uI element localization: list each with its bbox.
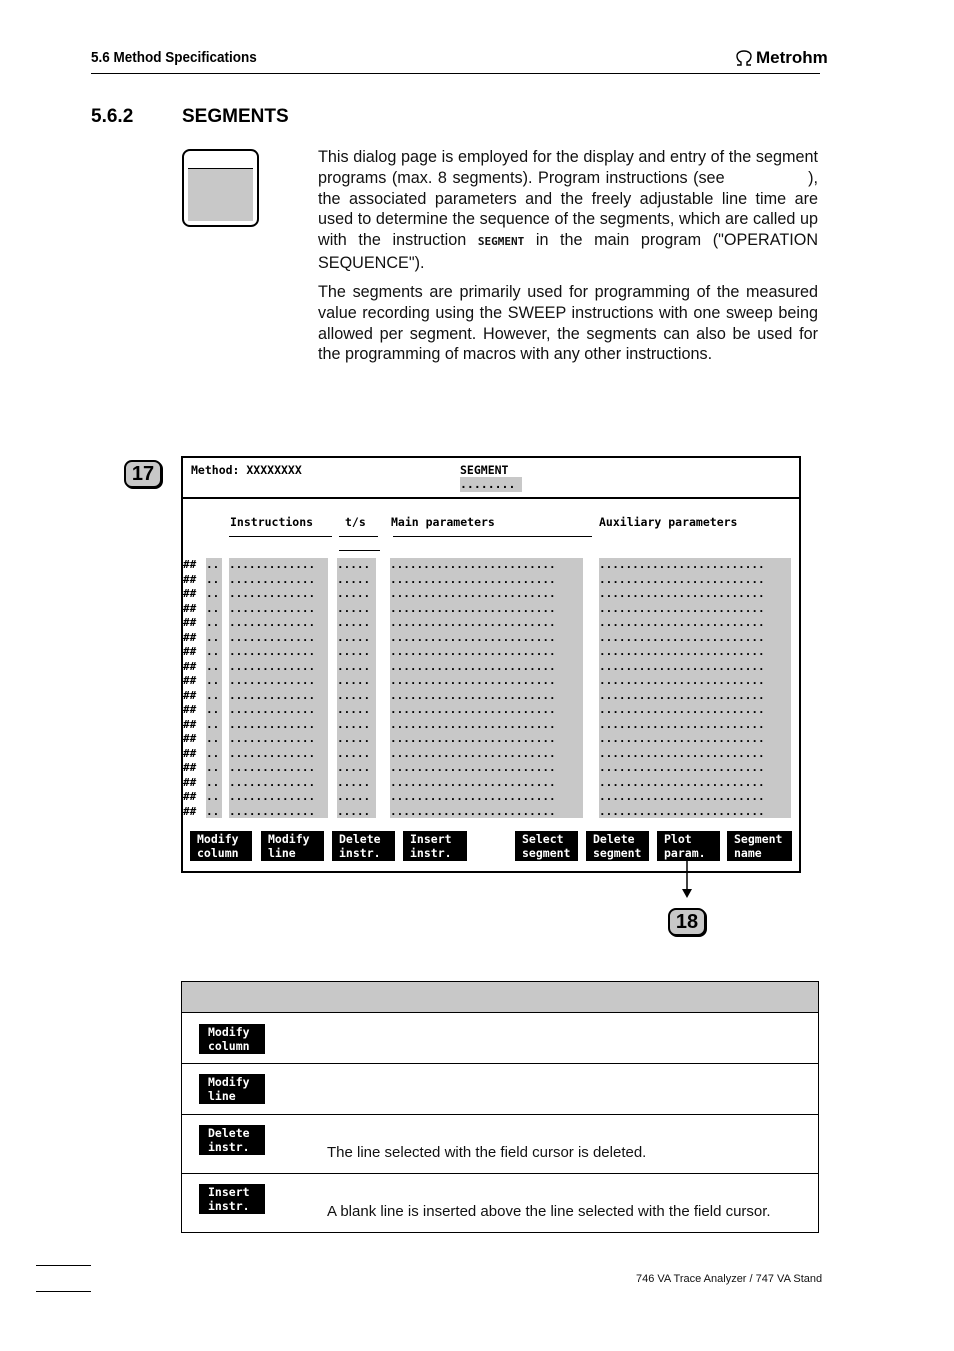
instruction-cell[interactable]: .............: [229, 688, 316, 702]
ts-cell[interactable]: .....: [337, 572, 371, 586]
auxiliary-parameter-cell[interactable]: .........................: [599, 558, 765, 571]
instruction-cell[interactable]: .............: [229, 746, 316, 760]
instruction-cell[interactable]: .............: [229, 790, 316, 803]
row-number: ##: [183, 717, 197, 731]
main-parameter-cell[interactable]: .........................: [390, 558, 556, 571]
softkey-insert-instr[interactable]: Insert instr.: [403, 831, 467, 861]
row-index-cell[interactable]: ..: [206, 572, 220, 586]
softkey-table-header: [182, 982, 818, 1013]
main-parameter-cell[interactable]: .........................: [390, 587, 556, 600]
instruction-cell[interactable]: .............: [229, 674, 316, 687]
row-number: ##: [183, 732, 197, 745]
main-parameter-cell[interactable]: .........................: [390, 630, 556, 644]
softkey-modify-line[interactable]: Modify line: [261, 831, 324, 861]
instruction-cell[interactable]: .............: [229, 761, 316, 774]
softkey-table: [181, 981, 819, 1233]
instruction-cell[interactable]: .............: [229, 645, 316, 658]
main-parameter-cell[interactable]: .........................: [390, 717, 556, 731]
ts-cell[interactable]: .....: [337, 804, 371, 818]
softkey-modify-column[interactable]: Modify column: [190, 831, 252, 861]
dialog-page-icon: [182, 149, 259, 227]
row-index-cell[interactable]: ..: [206, 674, 220, 687]
main-parameter-cell[interactable]: .........................: [390, 645, 556, 658]
instruction-cell[interactable]: .............: [229, 804, 316, 818]
ts-cell[interactable]: .....: [337, 746, 371, 760]
intro-paragraph: This dialog page is employed for the display and entry of the segment programs (max. 8 segments). Program instructions (see ), the associated parameters and the freely adjustable line time are used to determine the sequence of the segments, which are called up with the instruction SEGMENT in the main program ("OPERATION SEQUENCE").: [318, 148, 819, 272]
main-parameter-cell[interactable]: .........................: [390, 572, 556, 586]
softkey-select-segment[interactable]: Select segment: [515, 831, 578, 861]
row-index-cell[interactable]: ..: [206, 746, 220, 760]
ts-cell[interactable]: .....: [337, 790, 371, 803]
auxiliary-parameters-column[interactable]: [599, 558, 791, 818]
auxiliary-parameter-cell[interactable]: .........................: [599, 775, 765, 789]
usage-paragraph: The segments are primarily used for programming of the measured value recording using the SWEEP instructions with one sweep being allowed per segment. However, the segments can also be used for the programming of macros with any other instructions.: [318, 283, 818, 364]
table-key-modify-line: Modify line: [199, 1074, 265, 1104]
row-index-cell[interactable]: ..: [206, 616, 220, 629]
figure-badge-17: 17: [124, 460, 162, 488]
ts-cell[interactable]: .....: [337, 630, 371, 644]
ts-cell[interactable]: .....: [337, 659, 371, 673]
col-header-ts: t/s: [345, 515, 366, 529]
brand-name: Metrohm: [756, 48, 828, 67]
auxiliary-parameter-cell[interactable]: .........................: [599, 746, 765, 760]
instruction-cell[interactable]: .............: [229, 732, 316, 745]
row-number: ##: [183, 616, 197, 629]
main-parameter-cell[interactable]: .........................: [390, 790, 556, 803]
main-parameter-cell[interactable]: .........................: [390, 616, 556, 629]
brand-logo: [735, 48, 828, 68]
auxiliary-parameter-cell[interactable]: .........................: [599, 804, 765, 818]
auxiliary-parameter-cell[interactable]: .........................: [599, 688, 765, 702]
row-number: ##: [183, 703, 197, 716]
row-number: ##: [183, 558, 197, 571]
auxiliary-parameter-cell[interactable]: .........................: [599, 630, 765, 644]
main-parameter-cell[interactable]: .........................: [390, 804, 556, 818]
ts-cell[interactable]: .....: [337, 717, 371, 731]
row-number-column: [183, 558, 205, 818]
table-desc-insert-instr: A blank line is inserted above the line selected with the field cursor.: [327, 1203, 771, 1220]
instruction-cell[interactable]: .............: [229, 587, 316, 600]
table-key-insert-instr: Insert instr.: [199, 1184, 265, 1214]
main-parameter-cell[interactable]: .........................: [390, 688, 556, 702]
main-parameter-cell[interactable]: .........................: [390, 775, 556, 789]
table-key-delete-instr: Delete instr.: [199, 1125, 265, 1155]
instruction-cell[interactable]: .............: [229, 659, 316, 673]
row-index-column[interactable]: [206, 558, 222, 818]
auxiliary-parameter-cell[interactable]: .........................: [599, 703, 765, 716]
ts-column[interactable]: [337, 558, 376, 818]
running-header-section: 5.6 Method Specifications: [91, 49, 257, 66]
row-number: ##: [183, 761, 197, 774]
row-number: ##: [183, 659, 197, 673]
instruction-cell[interactable]: .............: [229, 558, 316, 571]
screen-divider: [183, 497, 799, 499]
main-parameters-column[interactable]: [390, 558, 583, 818]
main-parameter-cell[interactable]: .........................: [390, 746, 556, 760]
ts-cell[interactable]: .....: [337, 645, 371, 658]
row-number: ##: [183, 601, 197, 615]
instruction-cell[interactable]: .............: [229, 703, 316, 716]
figure-badge-18: 18: [668, 908, 706, 936]
row-number: ##: [183, 572, 197, 586]
segment-label: SEGMENT: [460, 463, 509, 477]
footer-rule-bottom: [36, 1291, 91, 1292]
auxiliary-parameter-cell[interactable]: .........................: [599, 572, 765, 586]
ts-cell[interactable]: .....: [337, 775, 371, 789]
auxiliary-parameter-cell[interactable]: .........................: [599, 674, 765, 687]
table-key-modify-column: Modify column: [199, 1024, 265, 1054]
ts-cell[interactable]: .....: [337, 587, 371, 600]
row-index-cell[interactable]: ..: [206, 732, 220, 745]
section-number: 5.6.2: [91, 106, 134, 127]
softkey-delete-segment[interactable]: Delete segment: [586, 831, 649, 861]
row-index-cell[interactable]: ..: [206, 601, 220, 615]
row-index-cell[interactable]: ..: [206, 775, 220, 789]
omega-logo-icon: [735, 50, 753, 66]
method-label: Method: XXXXXXXX: [191, 463, 302, 477]
instruction-cell[interactable]: .............: [229, 717, 316, 731]
auxiliary-parameter-cell[interactable]: .........................: [599, 601, 765, 615]
row-index-cell[interactable]: ..: [206, 688, 220, 702]
instructions-column[interactable]: [229, 558, 328, 818]
softkey-plot-param[interactable]: Plot param.: [657, 831, 720, 861]
row-number: ##: [183, 587, 197, 600]
instruction-cell[interactable]: .............: [229, 601, 316, 615]
footer-product: 746 VA Trace Analyzer / 747 VA Stand: [636, 1273, 823, 1285]
auxiliary-parameter-cell[interactable]: .........................: [599, 761, 765, 774]
auxiliary-parameter-cell[interactable]: .........................: [599, 659, 765, 673]
col-header-aux: Auxiliary parameters: [599, 515, 738, 529]
row-number: ##: [183, 804, 197, 818]
ts-cell[interactable]: .....: [337, 703, 371, 716]
row-number: ##: [183, 746, 197, 760]
row-index-cell[interactable]: ..: [206, 659, 220, 673]
row-index-cell[interactable]: ..: [206, 761, 220, 774]
section-title: SEGMENTS: [182, 106, 289, 127]
segment-name-field[interactable]: ........: [460, 477, 522, 492]
table-desc-delete-instr: The line selected with the field cursor is deleted.: [327, 1144, 647, 1161]
row-index-cell[interactable]: ..: [206, 804, 220, 818]
row-index-cell[interactable]: ..: [206, 703, 220, 716]
instruction-cell[interactable]: .............: [229, 630, 316, 644]
auxiliary-parameter-cell[interactable]: .........................: [599, 587, 765, 600]
row-index-cell[interactable]: ..: [206, 558, 220, 571]
header-rule: [91, 73, 820, 74]
col-header-main: Main parameters: [391, 515, 495, 529]
row-number: ##: [183, 688, 197, 702]
callout-arrow-icon: [680, 861, 694, 899]
main-parameter-cell[interactable]: .........................: [390, 659, 556, 673]
row-number: ##: [183, 630, 197, 644]
ts-cell[interactable]: .....: [337, 616, 371, 629]
auxiliary-parameter-cell[interactable]: .........................: [599, 616, 765, 629]
softkey-delete-instr[interactable]: Delete instr.: [332, 831, 395, 861]
instruction-cell[interactable]: .............: [229, 775, 316, 789]
col-header-instructions: Instructions: [230, 515, 314, 529]
auxiliary-parameter-cell[interactable]: .........................: [599, 732, 765, 745]
row-number: ##: [183, 674, 197, 687]
auxiliary-parameter-cell[interactable]: .........................: [599, 645, 765, 658]
row-index-cell[interactable]: ..: [206, 587, 220, 600]
ts-cell[interactable]: .....: [337, 674, 371, 687]
row-index-cell[interactable]: ..: [206, 717, 220, 731]
row-number: ##: [183, 790, 197, 803]
main-parameter-cell[interactable]: .........................: [390, 703, 556, 716]
row-index-cell[interactable]: ..: [206, 790, 220, 803]
row-index-cell[interactable]: ..: [206, 645, 220, 658]
ts-cell[interactable]: .....: [337, 688, 371, 702]
main-parameter-cell[interactable]: .........................: [390, 674, 556, 687]
auxiliary-parameter-cell[interactable]: .........................: [599, 717, 765, 731]
main-parameter-cell[interactable]: .........................: [390, 761, 556, 774]
instruction-cell[interactable]: .............: [229, 572, 316, 586]
row-number: ##: [183, 775, 197, 789]
softkey-segment-name[interactable]: Segment name: [727, 831, 792, 861]
main-parameter-cell[interactable]: .........................: [390, 732, 556, 745]
row-number: ##: [183, 645, 197, 658]
instruction-cell[interactable]: .............: [229, 616, 316, 629]
ts-cell[interactable]: .....: [337, 761, 371, 774]
ts-cell[interactable]: .....: [337, 558, 371, 571]
ts-cell[interactable]: .....: [337, 732, 371, 745]
auxiliary-parameter-cell[interactable]: .........................: [599, 790, 765, 803]
row-index-cell[interactable]: ..: [206, 630, 220, 644]
footer-rule-top: [36, 1265, 91, 1266]
main-parameter-cell[interactable]: .........................: [390, 601, 556, 615]
ts-cell[interactable]: .....: [337, 601, 371, 615]
